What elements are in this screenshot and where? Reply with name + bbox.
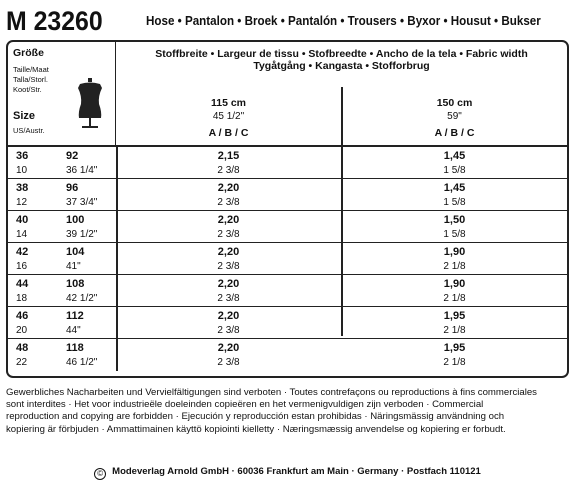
yardage-150-yards: 2 1/8 [443,261,466,272]
table-row [8,243,567,275]
body-measure-cm: 112 [66,310,84,322]
fabric-width-title: Stoffbreite • Largeur de tissu • Stofbreedte • Ancho de la tela • Fabric width Tygåtgång • Kangasta • Stofforbrug [155,48,528,72]
publisher-address: Modeverlag Arnold GmbH · 60036 Frankfurt am Main · Germany · Postfach 110121 [112,466,481,477]
size-us: 16 [16,261,28,272]
body-measure-in: 36 1/4" [66,165,98,176]
size-label-line: Taille/Maat [13,65,49,74]
body-measure-in: 42 1/2" [66,293,98,304]
row-divider [116,307,118,339]
row-divider [116,211,118,243]
body-measure-in: 37 3/4" [66,197,98,208]
body-measure-cm: 104 [66,246,85,258]
yardage-115-yards: 2 3/8 [217,261,240,272]
size-eu: 48 [16,342,29,354]
size-eu: 42 [16,246,29,258]
yardage-115-meters: 2,20 [217,214,240,226]
yardage-115-yards: 2 3/8 [217,357,240,368]
size-label-de: Größe [13,47,44,59]
body-measure-in: 39 1/2" [66,229,98,240]
row-divider [116,339,118,371]
yardage-150-yards: 1 5/8 [443,229,466,240]
garment-names: Hose • Pantalon • Broek • Pantalón • Trousers • Byxor • Housut • Bukser [146,14,541,28]
fabric-column-150: 150 cm 59" A / B / C [434,97,475,139]
yardage-115-meters: 2,20 [217,182,240,194]
row-divider [116,243,118,275]
table-row [8,211,567,243]
size-us: 18 [16,293,28,304]
size-eu: 40 [16,214,29,226]
body-measure-cm: 96 [66,182,79,194]
row-divider [116,179,118,211]
fabric-column-115: 115 cm 45 1/2" A / B / C [208,97,249,139]
yardage-115-meters: 2,20 [217,310,240,322]
yardage-150-meters: 1,90 [443,278,466,290]
yardage-115-meters: 2,15 [217,150,240,162]
yardage-150-yards: 1 5/8 [443,165,466,176]
size-eu: 44 [16,278,29,290]
size-us: 10 [16,165,28,176]
size-us: 14 [16,229,28,240]
body-measure-cm: 108 [66,278,85,290]
publisher-footer [0,466,575,480]
row-divider [116,147,118,179]
yardage-115-yards: 2 3/8 [217,293,240,304]
yardage-150-meters: 1,50 [443,214,466,226]
header [6,6,569,38]
size-label-line: Talla/Storl. [13,75,49,84]
yardage-150-meters: 1,90 [443,246,466,258]
table-row [8,339,567,371]
body-measure-cm: 118 [66,342,84,354]
yardage-150-meters: 1,45 [443,150,466,162]
yardage-150-meters: 1,45 [443,182,466,194]
body-measure-cm: 100 [66,214,85,226]
size-header [8,42,116,145]
size-us: 12 [16,197,28,208]
copyright-icon: © [94,468,106,480]
yardage-150-yards: 2 1/8 [443,325,466,336]
table-row [8,275,567,307]
legal-notice: Gewerbliches Nacharbeiten und Vervielfältigungen sind verboten · Toutes contrefaçons ou reproductions à fins commerciales sont interdites · Het voor industrieële doeleinden copieëren en het vermenigvuldigen zijn verboden · Commercial reproduction and copying are forbidden · Ejecución y reproducción estan prohibidas · Näringsmässig användning och kopiering är förbjuden · Ammattimainen käyttö kopiointi kielletty · Næringsmæssig anvendelse og kopiering er forbudt. [6,387,537,435]
yardage-115-yards: 2 3/8 [217,165,240,176]
body-measure-in: 41" [66,261,81,272]
yardage-table [6,40,569,378]
body-measure-cm: 92 [66,150,79,162]
size-label-line: Koot/Str. [13,85,42,94]
yardage-150-meters: 1,95 [443,310,466,322]
yardage-150-yards: 1 5/8 [443,197,466,208]
size-us: 20 [16,325,28,336]
size-us: 22 [16,357,28,368]
yardage-115-meters: 2,20 [217,278,240,290]
yardage-115-meters: 2,20 [217,246,240,258]
size-eu: 46 [16,310,29,322]
yardage-115-yards: 2 3/8 [217,197,240,208]
table-row [8,307,567,339]
yardage-115-yards: 2 3/8 [217,325,240,336]
table-row [8,179,567,211]
body-measure-in: 44" [66,325,81,336]
dress-form-icon [72,78,108,130]
yardage-150-yards: 2 1/8 [443,293,466,304]
size-eu: 38 [16,182,29,194]
body-measure-in: 46 1/2" [66,357,98,368]
yardage-115-meters: 2,20 [217,342,240,354]
yardage-150-meters: 1,95 [443,342,466,354]
table-row [8,147,567,179]
pattern-code: M 23260 [6,6,103,36]
yardage-150-yards: 2 1/8 [443,357,466,368]
row-divider [116,275,118,307]
yardage-115-yards: 2 3/8 [217,229,240,240]
size-eu: 36 [16,150,29,162]
size-label-us: US/Austr. [13,126,45,135]
size-label-en: Size [13,110,36,122]
fabric-width-header [116,42,567,145]
